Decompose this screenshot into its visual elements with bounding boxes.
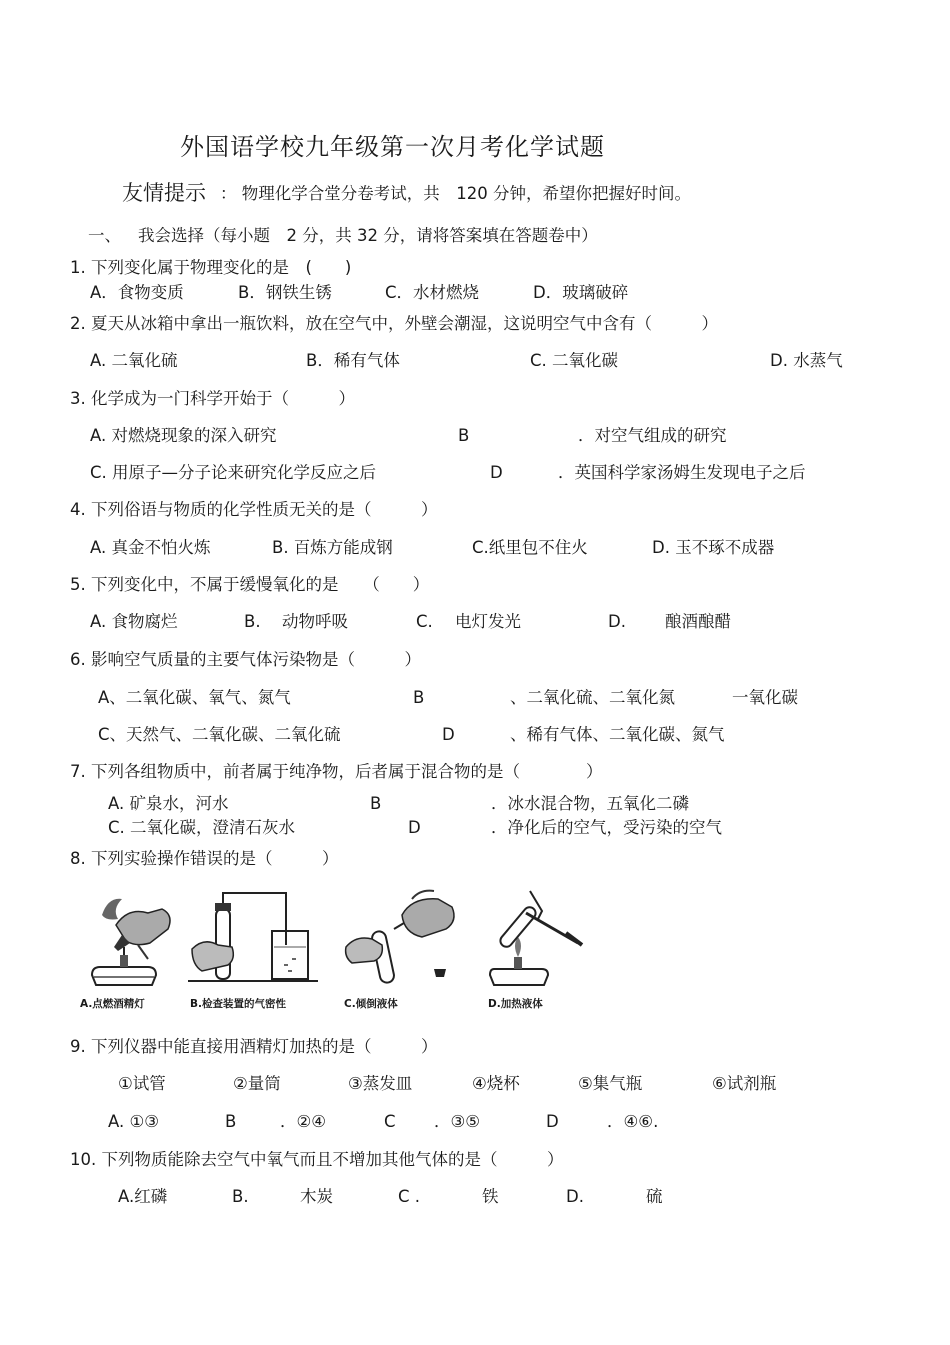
question-3-stem: 3. 化学成为一门科学开始于（ ）: [70, 389, 355, 408]
question-4-stem: 4. 下列俗语与物质的化学性质无关的是（ ）: [70, 500, 438, 519]
question-6-option-d-letter: D: [442, 725, 455, 744]
figure-d-caption: D.加热液体: [488, 998, 543, 1010]
question-10-option-c-letter: C .: [398, 1187, 421, 1206]
question-5-option-d-letter: D.: [608, 612, 626, 631]
question-9-item-5: ⑤集气瓶: [578, 1074, 643, 1093]
question-7-option-b-letter: B: [370, 794, 382, 813]
question-9-item-1: ①试管: [118, 1074, 166, 1093]
question-5-stem: 5. 下列变化中，不属于缓慢氧化的是 （ ）: [70, 575, 430, 594]
question-7-option-d-text: ．净化后的空气，受污染的空气: [491, 818, 722, 837]
page-title: 外国语学校九年级第一次月考化学试题: [180, 133, 605, 161]
figure-b-caption: B.检查装置的气密性: [190, 998, 286, 1010]
question-3-option-d-letter: D: [490, 463, 503, 482]
question-7-stem: 7. 下列各组物质中，前者属于纯净物，后者属于混合物的是（ ）: [70, 762, 603, 781]
question-7-option-a: A. 矿泉水，河水: [108, 794, 229, 813]
question-3-option-d-text: ．英国科学家汤姆生发现电子之后: [558, 463, 806, 482]
question-10-option-b-letter: B.: [232, 1187, 249, 1206]
question-2-option-c: C. 二氧化碳: [530, 351, 619, 370]
question-10-option-a: A.红磷: [118, 1187, 168, 1206]
question-6-option-a: A、二氧化碳、氧气、氮气: [98, 688, 291, 707]
question-6-option-b-text-extra: 一氧化碳: [732, 688, 798, 707]
question-9-item-6: ⑥试剂瓶: [712, 1074, 777, 1093]
question-10-option-b-text: 木炭: [300, 1187, 333, 1206]
question-5-option-c-text: 电灯发光: [455, 612, 521, 631]
question-9-option-c-letter: C: [384, 1112, 396, 1131]
question-3-option-c: C. 用原子—分子论来研究化学反应之后: [90, 463, 377, 482]
question-5-option-c-letter: C.: [416, 612, 433, 631]
question-4-option-b: B. 百炼方能成钢: [272, 538, 393, 557]
question-6-stem: 6. 影响空气质量的主要气体污染物是（ ）: [70, 650, 421, 669]
question-9-option-b-letter: B: [225, 1112, 237, 1131]
question-10-option-c-text: 铁: [482, 1187, 499, 1206]
question-2-option-d: D. 水蒸气: [770, 351, 843, 370]
question-7-option-c: C. 二氧化碳，澄清石灰水: [108, 818, 296, 837]
figure-d-heat-liquid: [486, 885, 590, 1013]
question-1-option-a: A．食物变质: [90, 283, 184, 302]
question-3-option-a: A. 对燃烧现象的深入研究: [90, 426, 277, 445]
question-5-option-b-letter: B.: [244, 612, 261, 631]
question-9-option-b-text: ．②④: [280, 1112, 327, 1131]
question-10-option-d-letter: D.: [566, 1187, 584, 1206]
question-9-stem: 9. 下列仪器中能直接用酒精灯加热的是（ ）: [70, 1037, 438, 1056]
question-2-option-a: A. 二氧化硫: [90, 351, 178, 370]
question-1-option-c: C．水材燃烧: [385, 283, 480, 302]
question-4-option-d: D. 玉不琢不成器: [652, 538, 775, 557]
section-heading: 我会选择（每小题 2 分，共 32 分，请将答案填在答题卷中）: [138, 226, 598, 245]
question-6-option-d-text: 、稀有气体、二氧化碳、氮气: [510, 725, 725, 744]
question-3-option-b-text: ．对空气组成的研究: [578, 426, 727, 445]
figure-c-caption: C.倾倒液体: [344, 998, 398, 1010]
tip-text: ： 物理化学合堂分卷考试，共 120 分钟，希望你把握好时间。: [220, 184, 691, 203]
alcohol-lamp-lighting-illustration: [78, 885, 182, 997]
question-3-option-b-letter: B: [458, 426, 470, 445]
question-6-option-c: C、天然气、二氧化碳、二氧化硫: [98, 725, 341, 744]
figure-b-check-airtightness: [188, 885, 328, 1013]
question-9-option-d-text: ．④⑥.: [607, 1112, 659, 1131]
question-2-stem: 2. 夏天从冰箱中拿出一瓶饮料，放在空气中，外壁会潮湿，这说明空气中含有（ ）: [70, 314, 718, 333]
question-7-option-b-text: ．冰水混合物，五氧化二磷: [491, 794, 689, 813]
question-5-option-d-text: 酿酒酿醋: [665, 612, 731, 631]
question-10-option-d-text: 硫: [646, 1187, 663, 1206]
question-4-option-c: C.纸里包不住火: [472, 538, 588, 557]
question-1-option-d: D．玻璃破碎: [533, 283, 629, 302]
heating-liquid-illustration: [486, 885, 590, 997]
question-6-option-b-letter: B: [413, 688, 425, 707]
pouring-liquid-illustration: [342, 885, 468, 997]
question-9-option-a: A. ①③: [108, 1112, 160, 1131]
figure-a-light-alcohol-lamp: [78, 885, 182, 1013]
question-4-option-a: A. 真金不怕火炼: [90, 538, 211, 557]
question-9-item-3: ③蒸发皿: [348, 1074, 413, 1093]
question-9-option-c-text: ．③⑤: [434, 1112, 481, 1131]
question-10-stem: 10. 下列物质能除去空气中氧气而且不增加其他气体的是（ ）: [70, 1150, 564, 1169]
question-2-option-b: B．稀有气体: [306, 351, 400, 370]
question-5-option-b-text: 动物呼吸: [282, 612, 348, 631]
question-8-stem: 8. 下列实验操作错误的是（ ）: [70, 849, 339, 868]
figure-c-pour-liquid: [342, 885, 468, 1013]
question-7-option-d-letter: D: [408, 818, 421, 837]
question-9-option-d-letter: D: [546, 1112, 559, 1131]
question-5-option-a: A. 食物腐烂: [90, 612, 178, 631]
figure-a-caption: A.点燃酒精灯: [80, 998, 145, 1010]
tip-label: 友情提示: [122, 181, 206, 205]
question-1-stem: 1. 下列变化属于物理变化的是 ( ): [70, 258, 352, 277]
section-number: 一、: [88, 226, 121, 245]
question-9-item-4: ④烧杯: [472, 1074, 520, 1093]
airtightness-check-illustration: [188, 885, 328, 997]
question-1-option-b: B．钢铁生锈: [238, 283, 332, 302]
question-9-item-2: ②量筒: [233, 1074, 281, 1093]
question-6-option-b-text: 、二氧化硫、二氧化氮: [510, 688, 675, 707]
